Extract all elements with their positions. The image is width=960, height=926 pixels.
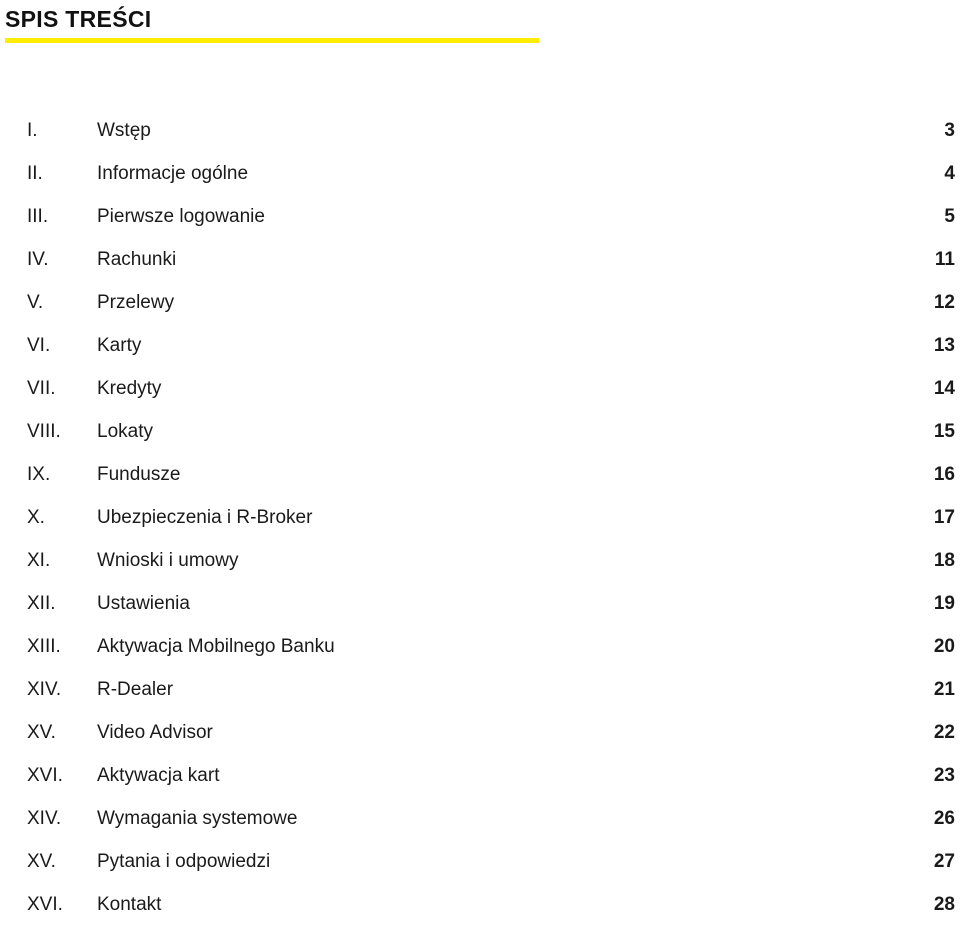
toc-label[interactable]: Wstęp: [97, 120, 151, 141]
toc-label[interactable]: Wymagania systemowe: [97, 808, 298, 829]
toc-number: XVI.: [27, 894, 63, 915]
toc-number: XI.: [27, 550, 51, 571]
toc-number: III.: [27, 206, 49, 227]
toc-label[interactable]: Pytania i odpowiedzi: [97, 851, 271, 872]
toc-number: X.: [27, 507, 45, 528]
toc-page-number[interactable]: 5: [944, 206, 955, 227]
toc-number: VIII.: [27, 421, 61, 442]
toc-label[interactable]: Karty: [97, 335, 142, 356]
toc-row[interactable]: [0, 625, 960, 668]
toc-page-number[interactable]: 17: [933, 507, 955, 528]
toc-label[interactable]: Przelewy: [97, 292, 175, 313]
toc-number: V.: [27, 292, 44, 313]
toc-number: II.: [27, 163, 43, 184]
table-of-contents: [0, 109, 960, 926]
toc-row[interactable]: [0, 238, 960, 281]
toc-page-number[interactable]: 22: [933, 722, 955, 743]
toc-label[interactable]: Fundusze: [97, 464, 181, 485]
toc-number: VI.: [27, 335, 51, 356]
toc-row[interactable]: [0, 840, 960, 883]
toc-number: VII.: [27, 378, 56, 399]
toc-number: XIV.: [27, 679, 62, 700]
title-underline: [5, 38, 539, 43]
toc-page-number[interactable]: 13: [933, 335, 955, 356]
page-title: SPIS TREŚCI: [5, 6, 152, 32]
toc-row[interactable]: [0, 797, 960, 840]
toc-label[interactable]: Rachunki: [97, 249, 177, 270]
toc-row[interactable]: [0, 195, 960, 238]
toc-number: XII.: [27, 593, 56, 614]
toc-page-number[interactable]: 21: [933, 679, 955, 700]
toc-row[interactable]: [0, 582, 960, 625]
toc-page-number[interactable]: 19: [933, 593, 955, 614]
toc-row[interactable]: [0, 281, 960, 324]
toc-row[interactable]: [0, 883, 960, 926]
toc-page-number[interactable]: 14: [933, 378, 955, 399]
toc-label[interactable]: Aktywacja Mobilnego Banku: [97, 636, 335, 657]
toc-page-number[interactable]: 23: [933, 765, 955, 786]
toc-page-number[interactable]: 20: [933, 636, 955, 657]
toc-number: XV.: [27, 851, 56, 872]
toc-page-number[interactable]: 4: [944, 163, 955, 184]
toc-row[interactable]: [0, 453, 960, 496]
toc-number: IX.: [27, 464, 51, 485]
toc-row[interactable]: [0, 410, 960, 453]
toc-page-number[interactable]: 11: [934, 249, 955, 270]
toc-label[interactable]: Ubezpieczenia i R-Broker: [97, 507, 313, 528]
toc-number: XVI.: [27, 765, 63, 786]
toc-label[interactable]: Pierwsze logowanie: [97, 206, 265, 227]
toc-page-number[interactable]: 12: [933, 292, 955, 313]
toc-row[interactable]: [0, 109, 960, 152]
toc-label[interactable]: Aktywacja kart: [97, 765, 220, 786]
toc-number: I.: [27, 120, 38, 141]
toc-page-number[interactable]: 18: [933, 550, 955, 571]
toc-page-number[interactable]: 26: [933, 808, 955, 829]
toc-label[interactable]: Wnioski i umowy: [97, 550, 239, 571]
toc-row[interactable]: [0, 668, 960, 711]
toc-label[interactable]: Video Advisor: [97, 722, 213, 743]
toc-row[interactable]: [0, 754, 960, 797]
toc-number: XV.: [27, 722, 56, 743]
toc-label[interactable]: Ustawienia: [97, 593, 190, 614]
toc-row[interactable]: [0, 152, 960, 195]
toc-page-number[interactable]: 3: [944, 120, 955, 141]
toc-label[interactable]: Kredyty: [97, 378, 162, 399]
toc-row[interactable]: [0, 496, 960, 539]
toc-label[interactable]: Kontakt: [97, 894, 162, 915]
toc-page-number[interactable]: 16: [933, 464, 955, 485]
toc-row[interactable]: [0, 324, 960, 367]
toc-number: XIII.: [27, 636, 61, 657]
toc-page-number[interactable]: 28: [933, 894, 955, 915]
toc-page-number[interactable]: 15: [933, 421, 955, 442]
toc-row[interactable]: [0, 539, 960, 582]
toc-row[interactable]: [0, 711, 960, 754]
toc-page-number[interactable]: 27: [933, 851, 955, 872]
toc-row[interactable]: [0, 367, 960, 410]
toc-number: IV.: [27, 249, 49, 270]
toc-label[interactable]: Lokaty: [97, 421, 153, 442]
toc-number: XIV.: [27, 808, 62, 829]
toc-label[interactable]: Informacje ogólne: [97, 163, 249, 184]
toc-label[interactable]: R-Dealer: [97, 679, 174, 700]
